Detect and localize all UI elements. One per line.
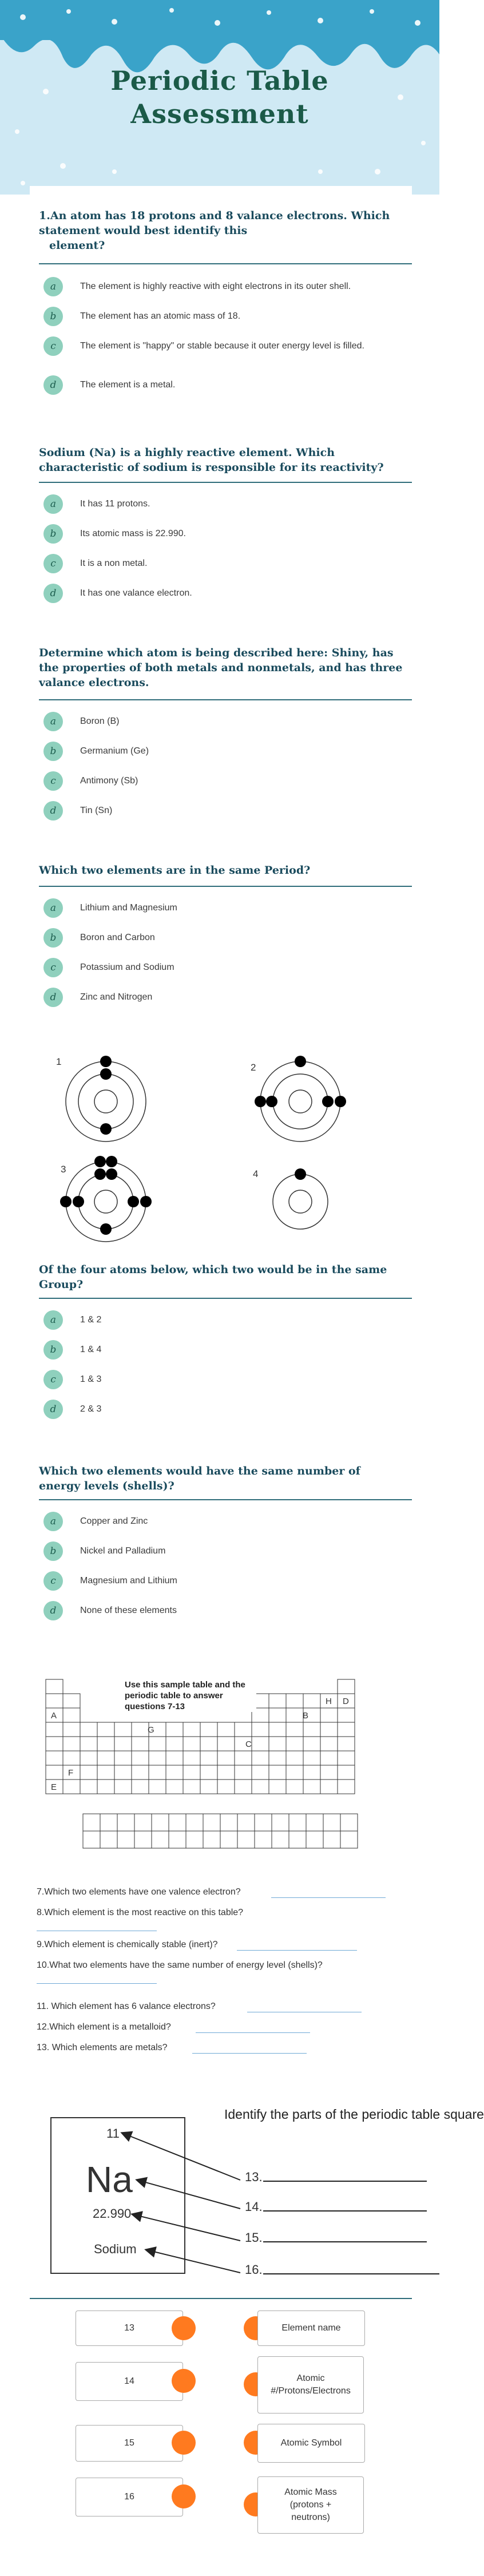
match-left-16: 16	[76, 2478, 183, 2516]
option-d[interactable]	[43, 580, 410, 605]
match-right-atomic-mass: Atomic Mass (protons + neutrons)	[257, 2476, 364, 2534]
option-text: Magnesium and Lithium	[80, 1576, 177, 1586]
question-11: 11. Which element has 6 valance electrons?	[37, 2002, 216, 2011]
question-1-text: 1.An atom has 18 protons and 8 valance electrons. Which statement would best identify this	[39, 209, 390, 237]
question-4-text: Which two elements are in the same Period?	[39, 864, 311, 877]
option-letter: c	[43, 336, 63, 356]
question-12: 12.Which element is a metalloid?	[37, 2022, 171, 2032]
table-letter-b: B	[303, 1711, 309, 1721]
option-c[interactable]	[43, 954, 410, 980]
option-text: Boron (B)	[80, 716, 120, 726]
option-letter: b	[43, 1541, 63, 1561]
option-letter: c	[43, 1571, 63, 1591]
question-9: 9.Which element is chemically stable (inert)?	[37, 1940, 218, 1949]
question-3-card	[30, 645, 412, 834]
table-letter-f: F	[68, 1768, 74, 1778]
question-13: 13. Which elements are metals?	[37, 2043, 168, 2052]
match-left-13: 13	[76, 2311, 183, 2346]
question-4-card	[30, 863, 412, 1017]
option-text: 1 & 2	[80, 1315, 102, 1325]
option-letter: a	[43, 898, 63, 918]
option-d[interactable]	[43, 798, 410, 823]
question-3-text: Determine which atom is being described here: Shiny, has the properties of both metals and nonmetals, and has three valance electrons.	[39, 647, 403, 689]
sample-periodic-table	[46, 1679, 395, 1862]
divider	[39, 699, 412, 700]
option-text: Its atomic mass is 22.990.	[80, 529, 186, 538]
question-5-text: Of the four atoms below, which two would be in the same Group?	[39, 1263, 387, 1291]
match-right-element-name: Element name	[257, 2311, 365, 2346]
table-letter-c: C	[245, 1739, 252, 1749]
option-text: 1 & 3	[80, 1374, 102, 1384]
option-letter: d	[43, 584, 63, 603]
option-letter: b	[43, 928, 63, 948]
option-letter: a	[43, 1310, 63, 1330]
option-letter: d	[43, 1601, 63, 1620]
atom-label-4: 4	[253, 1168, 259, 1179]
option-text: The element is "happy" or stable because it outer energy level is filled.	[80, 341, 364, 351]
divider	[39, 482, 412, 483]
question-1-card	[30, 206, 412, 446]
questions-7-13	[37, 1886, 403, 2069]
blank-label-16: 16.	[245, 2262, 263, 2277]
option-letter: a	[43, 712, 63, 731]
atom-label-2: 2	[251, 1062, 256, 1073]
option-letter: c	[43, 958, 63, 977]
option-d[interactable]	[43, 984, 410, 1009]
table-letter-e: E	[51, 1782, 57, 1792]
divider	[30, 2298, 412, 2299]
option-text: Potassium and Sodium	[80, 962, 174, 972]
atom-diagram-svg	[46, 1056, 389, 1250]
identify-section	[0, 2106, 484, 2294]
matching-section	[0, 2306, 439, 2569]
option-c[interactable]	[43, 333, 410, 367]
option-text: The element is highly reactive with eight electrons in its outer shell.	[80, 282, 351, 291]
question-2-text: Sodium (Na) is a highly reactive element. Which characteristic of sodium is responsible for its reactivity?	[39, 446, 384, 474]
atomic-number: 11	[106, 2126, 120, 2141]
element-name: Sodium	[94, 2242, 137, 2256]
option-b[interactable]	[43, 1337, 410, 1362]
match-left-14: 14	[76, 2362, 183, 2401]
option-c[interactable]	[43, 1568, 410, 1593]
match-dot-left[interactable]	[172, 2484, 196, 2508]
option-c[interactable]	[43, 550, 410, 576]
blank-label-14: 14.	[245, 2199, 263, 2214]
option-letter: d	[43, 988, 63, 1007]
option-letter: c	[43, 554, 63, 573]
question-8: 8.Which element is the most reactive on this table?	[37, 1908, 244, 1917]
match-right-atomic-symbol: Atomic Symbol	[257, 2424, 365, 2463]
option-text: Boron and Carbon	[80, 933, 155, 942]
option-c[interactable]	[43, 1366, 410, 1392]
match-dot-left[interactable]	[172, 2316, 196, 2340]
answer-line-7[interactable]	[271, 1897, 386, 1898]
option-text: It is a non metal.	[80, 558, 148, 568]
option-text: It has one valance electron.	[80, 588, 192, 598]
question-6-text: Which two elements would have the same number of energy levels (shells)?	[39, 1465, 360, 1492]
option-d[interactable]	[43, 1598, 410, 1623]
option-a[interactable]	[43, 895, 410, 920]
atom-label-1: 1	[56, 1056, 62, 1067]
pointer-arrows	[0, 2106, 439, 2294]
table-caption: Use this sample table and the periodic table to answer questions 7-13	[125, 1679, 256, 1712]
option-letter: b	[43, 1340, 63, 1360]
option-text: Copper and Zinc	[80, 1516, 148, 1526]
divider	[39, 263, 412, 264]
option-letter: d	[43, 375, 63, 395]
option-b[interactable]	[43, 521, 410, 546]
option-letter: b	[43, 524, 63, 544]
divider	[39, 1499, 412, 1500]
option-a[interactable]	[43, 1508, 410, 1533]
atom-label-3: 3	[61, 1164, 66, 1175]
option-d[interactable]	[43, 1396, 410, 1421]
atom-diagrams	[46, 1056, 389, 1250]
identify-heading: Identify the parts of the periodic table square	[224, 2107, 484, 2122]
option-letter: d	[43, 1400, 63, 1419]
option-a[interactable]	[43, 491, 410, 516]
option-letter: a	[43, 1512, 63, 1531]
match-right-atomic-number: Atomic #/Protons/Electrons	[257, 2356, 364, 2413]
question-1-text-cont: element?	[49, 239, 105, 252]
blank-label-13: 13.	[245, 2170, 263, 2184]
option-text: Zinc and Nitrogen	[80, 992, 153, 1002]
question-7: 7.Which two elements have one valence electron?	[37, 1887, 241, 1897]
option-text: 1 & 4	[80, 1345, 102, 1354]
question-5-card	[30, 1262, 412, 1434]
option-a[interactable]	[43, 274, 410, 299]
match-left-15: 15	[76, 2425, 183, 2462]
option-letter: a	[43, 277, 63, 296]
option-b[interactable]	[43, 925, 410, 950]
table-letter-g: G	[148, 1725, 154, 1735]
answer-line-13[interactable]	[192, 2053, 307, 2054]
title-line-2: Assessment	[130, 98, 309, 129]
divider	[39, 886, 412, 887]
option-text: Tin (Sn)	[80, 806, 113, 815]
option-c[interactable]	[43, 768, 410, 793]
table-letter-d: D	[343, 1697, 349, 1706]
option-b[interactable]	[43, 303, 410, 328]
table-letter-h: H	[326, 1697, 332, 1706]
divider	[39, 1298, 412, 1299]
table-letter-a: A	[51, 1711, 57, 1721]
option-letter: d	[43, 801, 63, 821]
match-dot-left[interactable]	[172, 2431, 196, 2455]
option-text: Antimony (Sb)	[80, 776, 138, 786]
answer-line-9[interactable]	[237, 1950, 357, 1951]
option-text: None of these elements	[80, 1606, 177, 1615]
option-a[interactable]	[43, 708, 410, 734]
option-text: The element has an atomic mass of 18.	[80, 311, 241, 321]
option-text: Lithium and Magnesium	[80, 903, 177, 913]
option-letter: c	[43, 771, 63, 791]
option-text: The element is a metal.	[80, 380, 176, 390]
option-b[interactable]	[43, 1538, 410, 1563]
option-letter: b	[43, 742, 63, 761]
option-b[interactable]	[43, 738, 410, 763]
option-text: Nickel and Palladium	[80, 1546, 166, 1556]
option-text: Germanium (Ge)	[80, 746, 149, 756]
option-text: It has 11 protons.	[80, 499, 150, 509]
header-banner	[0, 0, 439, 195]
question-2-card	[30, 445, 412, 617]
blank-label-15: 15.	[245, 2230, 263, 2245]
match-dot-left[interactable]	[172, 2369, 196, 2393]
page-title	[0, 64, 439, 130]
answer-line-12[interactable]	[196, 2032, 310, 2033]
answer-line-10[interactable]	[37, 1983, 157, 1984]
question-10: 10.What two elements have the same number of energy level (shells)?	[37, 1960, 323, 1970]
option-text: 2 & 3	[80, 1404, 102, 1414]
option-a[interactable]	[43, 1307, 410, 1332]
option-d[interactable]	[43, 372, 410, 397]
atomic-mass: 22.990	[93, 2206, 132, 2221]
option-letter: a	[43, 494, 63, 514]
question-6-card	[30, 1464, 412, 1635]
option-letter: b	[43, 307, 63, 326]
option-letter: c	[43, 1370, 63, 1389]
title-line-1: Periodic Table	[110, 65, 329, 96]
element-symbol: Na	[86, 2159, 133, 2200]
